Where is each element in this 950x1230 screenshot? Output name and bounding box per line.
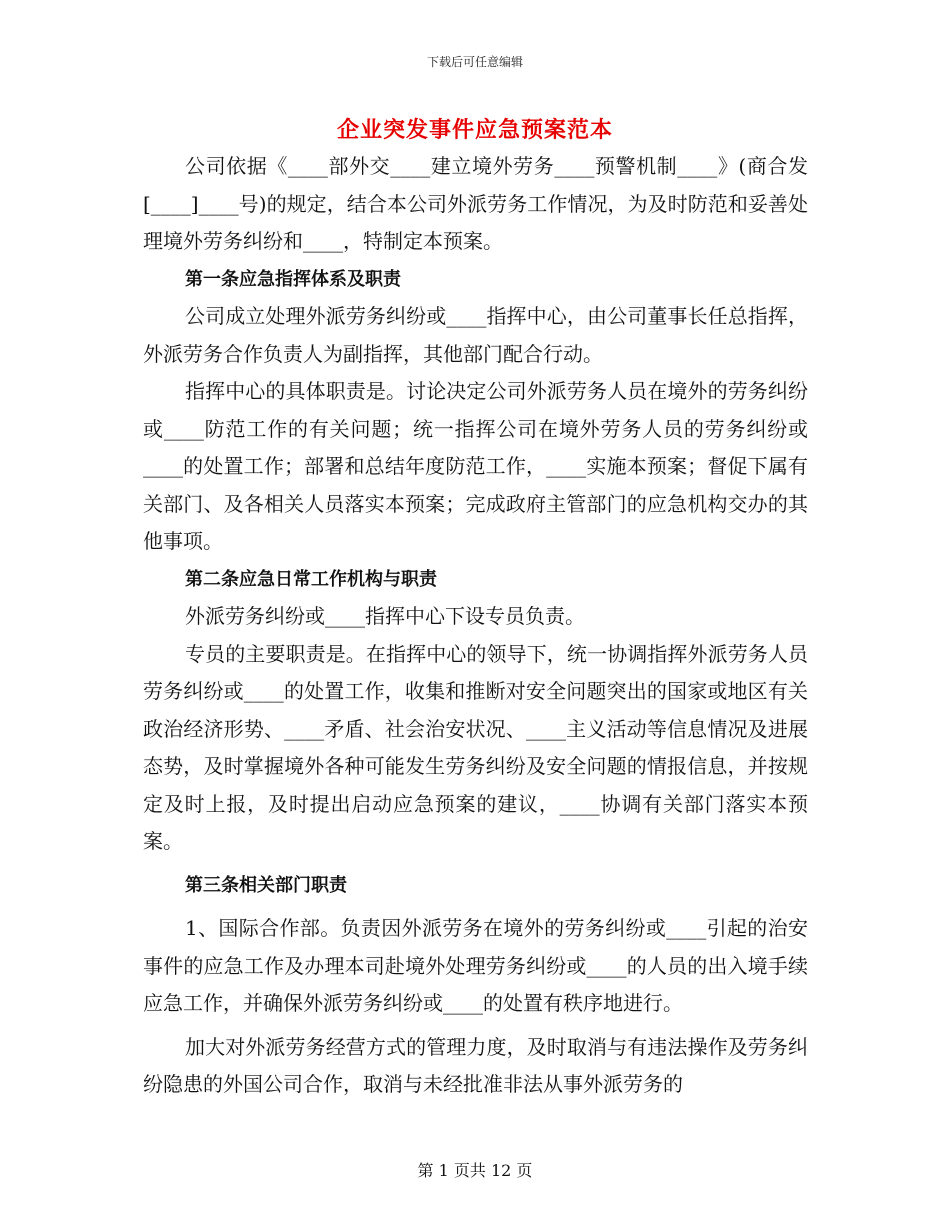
article1-paragraph-2: 指挥中心的具体职责是。讨论决定公司外派劳务人员在境外的劳务纠纷或____防范工作的有关问题；统一指挥公司在境外劳务人员的劳务纠纷或____的处置工作；部署和总结年度防范工作，____实施本预案；督促下属有关部门、及各相关人员落实本预案；完成政府主管部门的应急机构交办的其他事项。: [143, 379, 808, 553]
document-title: 企业突发事件应急预案范本: [336, 117, 613, 143]
article3-paragraph-1: 1、国际合作部。负责因外派劳务在境外的劳务纠纷或____引起的治安事件的应急工作及办理本司赴境外处理劳务纠纷或____的人员的出入境手续应急工作，并确保外派劳务纠纷或____的处置有秩序地进行。: [143, 916, 808, 1015]
page-number-footer: 第 1 页共 12 页: [417, 1161, 533, 1180]
intro-paragraph: 公司依据《____部外交____建立境外劳务____预警机制____》(商合发[____]____号)的规定，结合本公司外派劳务工作情况，为及时防范和妥善处理境外劳务纠纷和____，特制定本预案。: [143, 154, 808, 253]
article1-heading: 第一条应急指挥体系及职责: [185, 268, 401, 290]
article2-paragraph-2: 专员的主要职责是。在指挥中心的领导下，统一协调指挥外派劳务人员劳务纠纷或____的处置工作，收集和推断对安全问题突出的国家或地区有关政治经济形势、____矛盾、社会治安状况、____主义活动等信息情况及进展态势，及时掌握境外各种可能发生劳务纠纷及安全问题的情报信息，并按规定及时上报，及时提出启动应急预案的建议，____协调有关部门落实本预案。: [143, 641, 808, 853]
article3-heading: 第三条相关部门职责: [185, 874, 347, 896]
article3-paragraph-2: 加大对外派劳务经营方式的管理力度，及时取消与有违法操作及劳务纠纷隐患的外国公司合作，取消与未经批准非法从事外派劳务的: [143, 1034, 808, 1096]
article1-paragraph-1: 公司成立处理外派劳务纠纷或____指挥中心，由公司董事长任总指挥，外派劳务合作负责人为副指挥，其他部门配合行动。: [143, 304, 808, 366]
article2-heading: 第二条应急日常工作机构与职责: [185, 568, 437, 590]
article2-paragraph-1: 外派劳务纠纷或____指挥中心下设专员负责。: [185, 604, 585, 628]
document-body: [143, 148, 808, 1104]
header-note: 下载后可任意编辑: [426, 55, 523, 69]
